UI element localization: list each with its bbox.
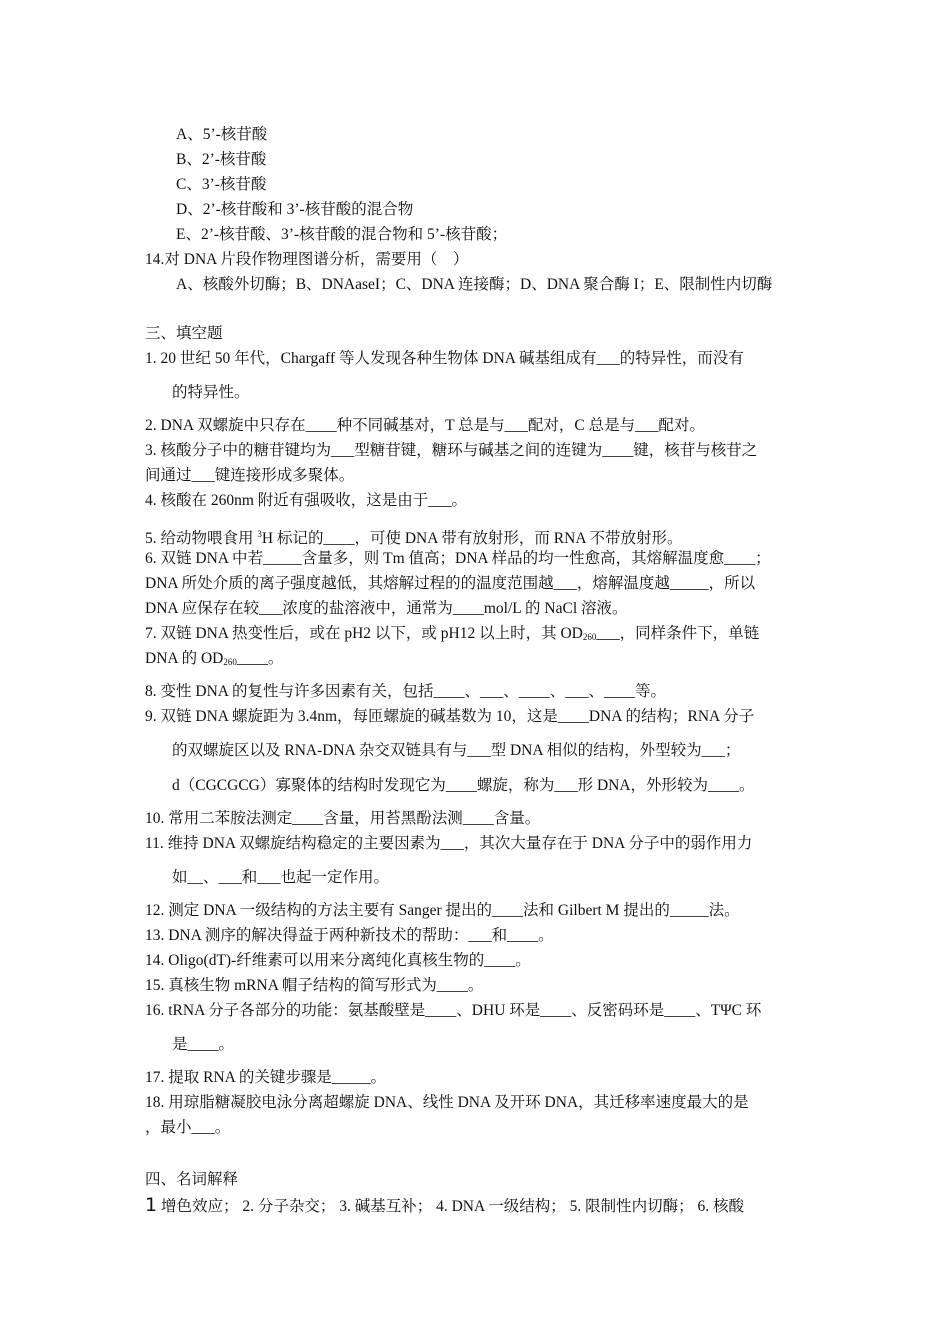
fill-q8: 8. 变性 DNA 的复性与许多因素有关，包括____、___、____、___、____等。: [145, 683, 666, 700]
fill-q6-line3: DNA 应保存在较___浓度的盐溶液中，通常为____mol/L 的 NaCl 溶液。: [145, 600, 628, 617]
fill-q16-line2: 是____。: [172, 1036, 235, 1053]
fill-q9-line3: d（CGCGCG）寡聚体的结构时发现它为____螺旋，称为___形 DNA，外形较为____。: [172, 777, 755, 794]
section-4-title: 四、名词解释: [145, 1171, 239, 1188]
option-a: A、5’-核苷酸: [176, 126, 268, 143]
fill-q2: 2. DNA 双螺旋中只存在____种不同碱基对，T 总是与___配对，C 总是与___配对。: [145, 417, 705, 434]
fill-q18-line2: ，最小___。: [145, 1119, 231, 1136]
question-14-stem: 14.对 DNA 片段作物理图谱分析，需要用（ ）: [145, 251, 469, 268]
section-3-title: 三、填空题: [145, 325, 223, 342]
option-b: B、2’-核苷酸: [176, 151, 267, 168]
fill-q9-line2: 的双螺旋区以及 RNA-DNA 杂交双链具有与___型 DNA 相似的结构，外型较为___；: [172, 742, 741, 759]
fill-q3-line2: 间通过___键连接形成多聚体。: [145, 467, 355, 484]
fill-q18-line1: 18. 用琼脂糖凝胶电泳分离超螺旋 DNA、线性 DNA 及开环 DNA，其迁移率速度最大的是: [145, 1094, 749, 1111]
fill-q7-line2: DNA 的 $OD_{260}\_\_\_\_$。: [145, 650, 284, 667]
fill-q17: 17. 提取 RNA 的关键步骤是_____。: [145, 1069, 387, 1086]
fill-q16-line1: 16. tRNA 分子各部分的功能：氨基酸壁是____、DHU 环是____、反密码环是____、TΨC 环: [145, 1002, 762, 1019]
fill-q11-line1: 11. 维持 DNA 双螺旋结构稳定的主要因素为___，其次大量存在于 DNA 分子中的弱作用力: [145, 835, 753, 852]
option-e: E、2’-核苷酸、3’-核苷酸的混合物和 5’-核苷酸；: [176, 226, 508, 243]
fill-q15: 15. 真核生物 mRNA 帽子结构的简写形式为____。: [145, 977, 484, 994]
fill-q13: 13. DNA 测序的解决得益于两种新技术的帮助：___和____。: [145, 927, 554, 944]
question-14-options: A、核酸外切酶；B、DNAaseI；C、DNA 连接酶；D、DNA 聚合酶 I；E、限制性内切酶: [176, 276, 773, 293]
fill-q3-line1: 3. 核酸分子中的糖苷键均为___型糖苷键，糖环与碱基之间的连键为____键，核苷与核苷之: [145, 442, 758, 459]
terms-line: 1 增色效应； 2. 分子杂交； 3. 碱基互补； 4. DNA 一级结构； 5. 限制性内切酶； 6. 核酸: [145, 1194, 744, 1216]
fill-q1-line1: 1. 20 世纪 50 年代，Chargaff 等人发现各种生物体 DNA 碱基组成有___的特异性，而没有: [145, 350, 744, 367]
fill-q9-line1: 9. 双链 DNA 螺旋距为 3.4nm，每匝螺旋的碱基数为 10，这是____DNA 的结构；RNA 分子: [145, 708, 755, 725]
fill-q1-line2: 的特异性。: [172, 384, 250, 401]
fill-q11-line2: 如__、___和___也起一定作用。: [172, 869, 390, 886]
fill-q6-line2: DNA 所处介质的离子强度越低，其熔解过程的的温度范围越___，熔解温度越_____，所以: [145, 575, 756, 592]
fill-q12: 12. 测定 DNA 一级结构的方法主要有 Sanger 提出的____法和 Gilbert M 提出的_____法。: [145, 902, 740, 919]
fill-q4: 4. 核酸在 260nm 附近有强吸收，这是由于___。: [145, 492, 468, 509]
fill-q10: 10. 常用二苯胺法测定____含量，用苔黑酚法测____含量。: [145, 810, 541, 827]
fill-q6-line1: 6. 双链 DNA 中若_____含量多，则 Tm 值高；DNA 样品的均一性愈高，其熔解温度愈____；: [145, 550, 771, 567]
fill-q7-line1: 7. 双链 DNA 热变性后，或在 pH2 以下，或 pH12 以上时，其 $OD_{260}\_\_\_$，同样条件下，单链: [145, 625, 760, 642]
fill-q14: 14. Oligo(dT)-纤维素可以用来分离纯化真核生物的____。: [145, 952, 531, 969]
fill-q5: 5. 给动物喂食用 $^3$H 标记的____，可使 DNA 带有放射形，而 RNA 不带放射形。: [145, 529, 683, 547]
option-d: D、2’-核苷酸和 3’-核苷酸的混合物: [176, 201, 414, 218]
option-c: C、3’-核苷酸: [176, 176, 267, 193]
